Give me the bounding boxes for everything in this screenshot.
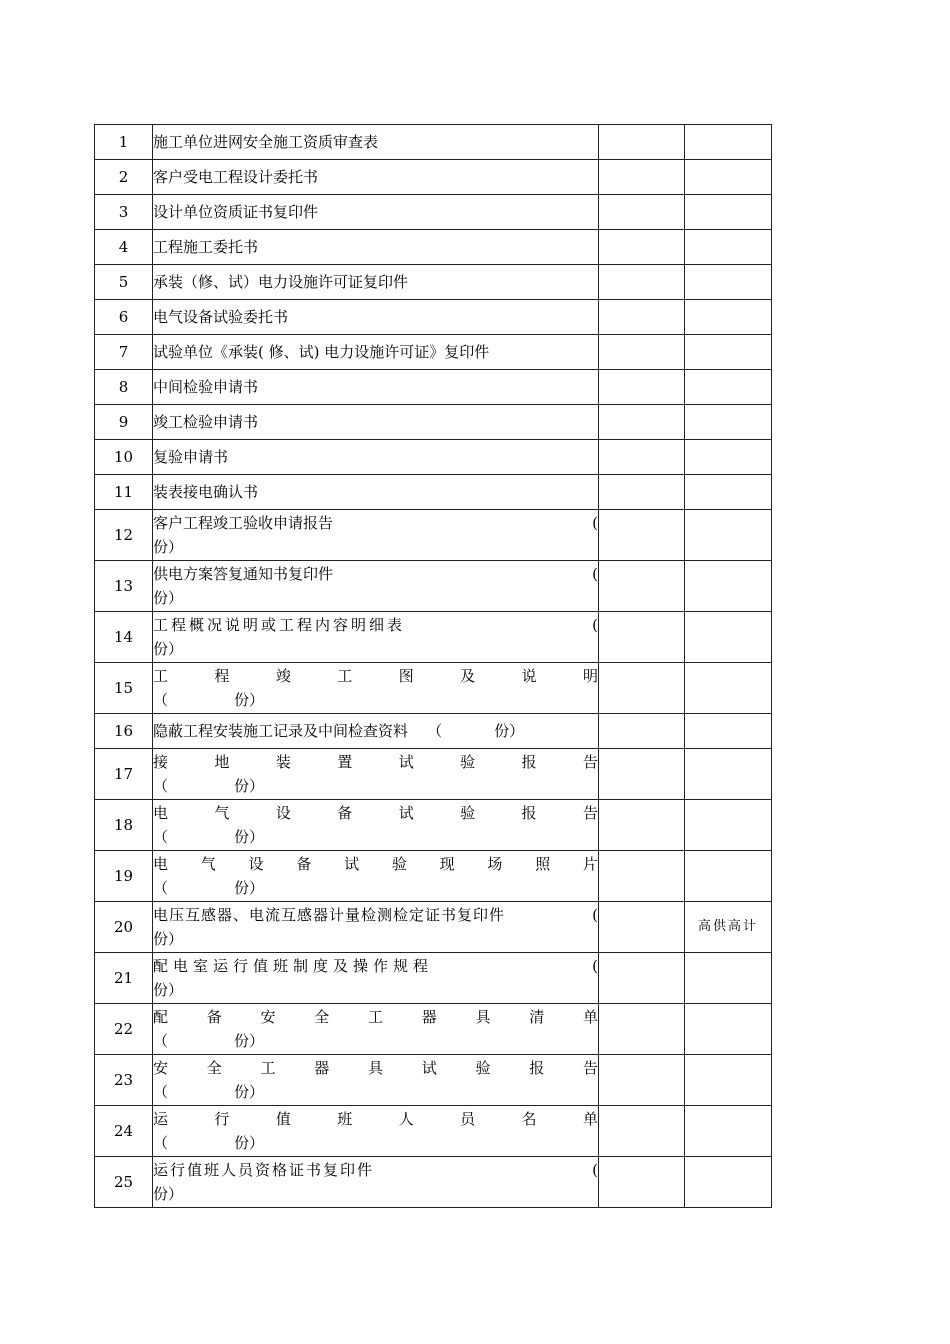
blank-cell: [599, 1004, 685, 1055]
table-row: [95, 510, 772, 561]
blank-cell: [599, 475, 685, 510]
row-number: 15: [95, 663, 153, 714]
copies-open: （: [427, 722, 443, 740]
table-row: [95, 160, 772, 195]
blank-cell: [599, 300, 685, 335]
note-cell: [685, 440, 772, 475]
note-cell: [685, 612, 772, 663]
table-row: [95, 953, 772, 1004]
document-name-cell: [153, 1157, 599, 1208]
copies-open: (: [592, 906, 598, 924]
document-name: 客户工程竣工验收申请报告: [153, 514, 334, 532]
note-cell: [685, 300, 772, 335]
table-row: [95, 1004, 772, 1055]
note-cell: [685, 1055, 772, 1106]
document-checklist-table: [94, 124, 772, 1208]
document-name: 运行值班人员资格证书复印件: [153, 1161, 375, 1179]
blank-cell: [599, 265, 685, 300]
document-name: 接地装置试验报告: [153, 753, 598, 771]
copies-open: (: [592, 514, 598, 532]
document-name-cell: [153, 1055, 599, 1106]
copies-close: 份）: [153, 589, 184, 607]
table-row: [95, 902, 772, 953]
note-cell: [685, 230, 772, 265]
copies-close: 份）: [153, 538, 184, 556]
row-number: 17: [95, 749, 153, 800]
blank-cell: [599, 440, 685, 475]
document-name-cell: [153, 749, 599, 800]
document-name-cell: [153, 1106, 599, 1157]
document-name: 工程概况说明或工程内容明细表: [153, 616, 406, 634]
table-row: [95, 405, 772, 440]
blank-cell: [599, 851, 685, 902]
blank-cell: [599, 800, 685, 851]
copies-close: 份）: [234, 691, 265, 709]
copies-close: 份）: [234, 1134, 265, 1152]
note-cell: [685, 1004, 772, 1055]
document-name: 装表接电确认书: [153, 475, 599, 510]
copies-close: 份）: [234, 879, 265, 897]
row-number: 8: [95, 370, 153, 405]
document-name-cell: [153, 663, 599, 714]
table-row: [95, 851, 772, 902]
document-name: 承装（修、试）电力设施许可证复印件: [153, 265, 599, 300]
row-number: 4: [95, 230, 153, 265]
note-cell: [685, 370, 772, 405]
document-name: 竣工检验申请书: [153, 405, 599, 440]
table-row: [95, 561, 772, 612]
document-name: 工程施工委托书: [153, 230, 599, 265]
table-row: [95, 663, 772, 714]
document-name: 安全工器具试验报告: [153, 1059, 598, 1077]
note-cell: [685, 749, 772, 800]
table-row: [95, 195, 772, 230]
document-name: 施工单位进网安全施工资质审查表: [153, 125, 599, 160]
row-number: 23: [95, 1055, 153, 1106]
row-number: 19: [95, 851, 153, 902]
copies-close: 份）: [153, 640, 184, 658]
blank-cell: [599, 953, 685, 1004]
note-cell: [685, 561, 772, 612]
blank-cell: [599, 370, 685, 405]
document-name: 供电方案答复通知书复印件: [153, 565, 334, 583]
copies-open: （: [153, 1083, 169, 1101]
copies-close: 份）: [234, 1083, 265, 1101]
table-row: [95, 1157, 772, 1208]
row-number: 14: [95, 612, 153, 663]
table-row: [95, 230, 772, 265]
copies-open: （: [153, 879, 169, 897]
blank-cell: [599, 510, 685, 561]
copies-open: （: [153, 828, 169, 846]
blank-cell: [599, 714, 685, 749]
row-number: 5: [95, 265, 153, 300]
copies-open: （: [153, 691, 169, 709]
document-name: 客户受电工程设计委托书: [153, 160, 599, 195]
table-row: [95, 265, 772, 300]
note-cell: [685, 195, 772, 230]
document-name: 设计单位资质证书复印件: [153, 195, 599, 230]
blank-cell: [599, 1106, 685, 1157]
copies-open: (: [592, 957, 598, 975]
copies-open: （: [153, 1134, 169, 1152]
copies-close: 份）: [234, 777, 265, 795]
copies-open: (: [592, 1161, 598, 1179]
row-number: 9: [95, 405, 153, 440]
note-cell: [685, 1157, 772, 1208]
note-cell: [685, 800, 772, 851]
row-number: 3: [95, 195, 153, 230]
document-name-cell: [153, 851, 599, 902]
row-number: 13: [95, 561, 153, 612]
row-number: 10: [95, 440, 153, 475]
note-cell: [685, 475, 772, 510]
row-number: 7: [95, 335, 153, 370]
document-name: 电气设备试验报告: [153, 804, 598, 822]
blank-cell: [599, 612, 685, 663]
blank-cell: [599, 1055, 685, 1106]
table-row: [95, 370, 772, 405]
note-cell: [685, 663, 772, 714]
table-row: [95, 440, 772, 475]
table-row: [95, 1106, 772, 1157]
copies-close: 份）: [153, 1185, 184, 1203]
row-number: 24: [95, 1106, 153, 1157]
document-name-cell: [153, 902, 599, 953]
note-cell: [685, 714, 772, 749]
document-name: 试验单位《承装( 修、试) 电力设施许可证》复印件: [153, 335, 599, 370]
table-row: [95, 475, 772, 510]
document-name-cell: [153, 510, 599, 561]
blank-cell: [599, 902, 685, 953]
row-number: 20: [95, 902, 153, 953]
table-row: [95, 1055, 772, 1106]
copies-open: (: [592, 616, 598, 634]
document-name: 工程竣工图及说明: [153, 667, 598, 685]
copies-open: (: [592, 565, 598, 583]
note-cell: [685, 1106, 772, 1157]
blank-cell: [599, 160, 685, 195]
row-number: 1: [95, 125, 153, 160]
row-number: 18: [95, 800, 153, 851]
copies-open: （: [153, 777, 169, 795]
row-number: 12: [95, 510, 153, 561]
note-cell: [685, 405, 772, 440]
document-name-cell: [153, 612, 599, 663]
copies-close: 份）: [234, 1032, 265, 1050]
table-row: [95, 714, 772, 749]
blank-cell: [599, 405, 685, 440]
blank-cell: [599, 335, 685, 370]
copies-close: 份）: [494, 722, 525, 740]
note-cell: [685, 851, 772, 902]
document-name: 电气设备试验委托书: [153, 300, 599, 335]
row-number: 25: [95, 1157, 153, 1208]
row-number: 2: [95, 160, 153, 195]
row-number: 21: [95, 953, 153, 1004]
document-name: 隐蔽工程安装施工记录及中间检查资料: [153, 722, 409, 740]
row-number: 6: [95, 300, 153, 335]
copies-close: 份）: [153, 981, 184, 999]
document-name-cell: [153, 561, 599, 612]
copies-close: 份）: [234, 828, 265, 846]
note-cell: 高供高计: [685, 902, 772, 953]
document-name: 配电室运行值班制度及操作规程: [153, 957, 434, 975]
table-row: [95, 612, 772, 663]
note-cell: [685, 510, 772, 561]
document-name-cell: [153, 714, 599, 749]
note-cell: [685, 160, 772, 195]
copies-close: 份）: [153, 930, 184, 948]
document-name: 配备安全工器具清单: [153, 1008, 598, 1026]
document-name-cell: [153, 800, 599, 851]
table-row: [95, 749, 772, 800]
note-cell: [685, 335, 772, 370]
blank-cell: [599, 663, 685, 714]
document-name-cell: [153, 1004, 599, 1055]
document-name-cell: [153, 953, 599, 1004]
note-cell: [685, 265, 772, 300]
blank-cell: [599, 230, 685, 265]
note-cell: [685, 953, 772, 1004]
table-row: [95, 125, 772, 160]
row-number: 22: [95, 1004, 153, 1055]
table-row: [95, 300, 772, 335]
row-number: 16: [95, 714, 153, 749]
row-number: 11: [95, 475, 153, 510]
document-name: 运行值班人员名单: [153, 1110, 598, 1128]
table-row: [95, 800, 772, 851]
document-name: 电压互感器、电流互感器计量检测检定证书复印件: [153, 906, 506, 924]
blank-cell: [599, 1157, 685, 1208]
note-cell: [685, 125, 772, 160]
document-name: 复验申请书: [153, 440, 599, 475]
blank-cell: [599, 561, 685, 612]
table-row: [95, 335, 772, 370]
document-name: 电气设备试验现场照片: [153, 855, 598, 873]
blank-cell: [599, 125, 685, 160]
document-name: 中间检验申请书: [153, 370, 599, 405]
blank-cell: [599, 195, 685, 230]
copies-open: （: [153, 1032, 169, 1050]
blank-cell: [599, 749, 685, 800]
